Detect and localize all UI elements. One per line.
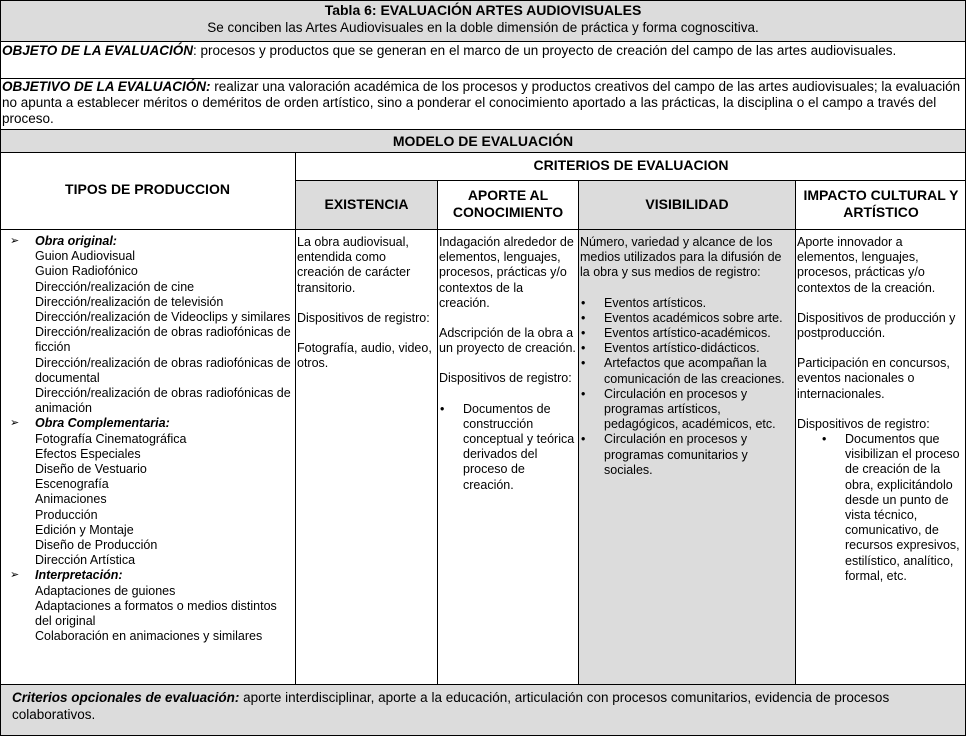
tipo-text: Fotografía Cinematográfica — [35, 431, 187, 446]
title-block — [0, 0, 966, 41]
tipo-text: Dirección/realización de Videoclips y similares — [35, 310, 291, 325]
visibilidad-p1: Número, variedad y alcance de los medios utilizados para la difusión de la obra y sus medios de registro: — [580, 235, 782, 280]
aporte-item: • Documentos de construcción conceptual y teórica derivados del proceso de creación. — [439, 402, 577, 493]
objetivo-row — [0, 78, 966, 129]
tipo-text: Diseño de Producción — [35, 538, 158, 553]
table-title: Tabla 6: EVALUACIÓN ARTES AUDIOVISUALES — [324, 2, 642, 18]
tipo-item — [0, 629, 295, 644]
visibilidad-item: • Eventos académicos sobre arte. — [580, 311, 794, 326]
tipos-header: TIPOS DE PRODUCCION — [65, 181, 230, 197]
col-header-impacto-label: IMPACTO CULTURAL Y ARTÍSTICO — [803, 187, 959, 220]
tipos-cell — [0, 229, 295, 684]
tipo-category — [0, 234, 295, 249]
tipo-item — [0, 386, 295, 416]
tipo-item — [0, 538, 295, 553]
col-header-aporte-label: APORTE AL CONOCIMIENTO — [452, 187, 564, 220]
table-subtitle: Se conciben las Artes Audiovisuales en la doble dimensión de práctica y forma cognoscitiva. — [207, 20, 759, 35]
tipo-text: Edición y Montaje — [35, 522, 134, 537]
footer-text: aporte interdisciplinar, aporte a la educación, articulación con procesos comunitarios, evidencia de procesos colaborativos. — [12, 690, 890, 722]
impacto-item: • Documentos que visibilizan el proceso de creación de la obra, explicitándolo desde un punto de vista técnico, comunicativo, de recursos expresivos, estilístico, analítico, formal, etc. — [797, 432, 965, 584]
col-header-existencia: EXISTENCIA — [295, 180, 437, 229]
tipo-text: Animaciones — [35, 492, 107, 507]
tipo-text: Dirección/realización de obras radiofónicas de animación — [35, 386, 291, 416]
aporte-list — [439, 402, 577, 493]
visibilidad-item: • Eventos artístico-académicos. — [580, 326, 794, 341]
objetivo-label: OBJETIVO DE LA EVALUACIÓN: — [2, 79, 211, 94]
tipo-text: Diseño de Vestuario — [35, 462, 147, 477]
tipo-text: Escenografía — [35, 477, 109, 492]
tipo-item — [0, 280, 295, 295]
existencia-p1: La obra audiovisual, entendida como creación de carácter transitorio. — [297, 235, 411, 295]
tipo-text: Colaboración en animaciones y similares — [35, 629, 263, 644]
tipo-text: Obra original: — [35, 234, 117, 248]
tipo-item — [0, 584, 295, 599]
tipo-text: Adaptaciones de guiones — [35, 583, 176, 598]
impacto-p4: Dispositivos de registro: — [797, 416, 930, 431]
footer-row — [0, 684, 966, 736]
objetivo-text: realizar una valoración académica de los procesos y productos creativos del campo de las artes audiovisuales; la evaluación no apunta a establecer méritos o deméritos de orden artístico, sino a ponderar el conocimiento aportado a las prácticas, la disciplina o el campo a través del proceso. — [2, 79, 961, 126]
visibilidad-item: • Artefactos que acompañan la comunicación de las creaciones. — [580, 356, 794, 386]
tipo-text: Producción — [35, 507, 98, 522]
tipo-item — [0, 249, 295, 264]
tipo-item — [0, 477, 295, 492]
visibilidad-cell — [578, 229, 795, 684]
impacto-list — [797, 432, 965, 584]
tipo-text: Efectos Especiales — [35, 446, 141, 461]
visibilidad-item: • Eventos artístico-didácticos. — [580, 341, 794, 356]
tipo-item — [0, 325, 295, 355]
tipo-item — [0, 523, 295, 538]
tipos-list — [0, 234, 295, 644]
tipo-text: Guion Audiovisual — [35, 249, 136, 264]
tipo-item — [0, 462, 295, 477]
visibilidad-item: • Eventos artísticos. — [580, 296, 794, 311]
objeto-row — [0, 41, 966, 78]
tipo-text: Dirección/realización de televisión — [35, 294, 224, 309]
tipo-item — [0, 599, 295, 629]
existencia-cell — [295, 229, 437, 684]
footer-label: Criterios opcionales de evaluación: — [12, 690, 240, 705]
tipo-item — [0, 264, 295, 279]
aporte-p1: Indagación alrededor de elementos, lenguajes, procesos, prácticas y/o contextos de la creación. — [439, 235, 574, 310]
arrow-bullet-icon: ➢ — [10, 417, 20, 430]
modelo-header: MODELO DE EVALUACIÓN — [0, 129, 966, 152]
impacto-p1: Aporte innovador a elementos, lenguajes, procesos, prácticas y/o contextos de la creación. — [797, 235, 936, 295]
visibilidad-item: • Circulación en procesos y programas artísticos, pedagógicos, académicos, etc. — [580, 387, 794, 433]
tipo-item — [0, 310, 295, 325]
tipo-text: Dirección/realización de obras radiofónicas de ficción — [35, 325, 291, 355]
aporte-cell — [437, 229, 578, 684]
impacto-cell — [795, 229, 966, 684]
objeto-label: OBJETO DE LA EVALUACIÓN — [2, 43, 194, 58]
tipo-text: Interpretación: — [35, 568, 123, 583]
col-header-impacto — [795, 180, 966, 229]
tipo-item — [0, 553, 295, 568]
tipo-category — [0, 568, 295, 583]
tipo-text: Adaptaciones a formatos o medios distintos del original — [35, 598, 277, 629]
visibilidad-list — [580, 296, 794, 478]
arrow-bullet-icon: ➢ — [10, 235, 20, 247]
tipo-text: Dirección Artística — [35, 553, 136, 568]
col-header-visibilidad: VISIBILIDAD — [578, 180, 795, 229]
tipo-text: Dirección/realización de cine — [35, 279, 195, 294]
tipos-header-cell — [0, 152, 295, 229]
tipo-item — [0, 356, 295, 386]
aporte-p3: Dispositivos de registro: — [439, 371, 572, 386]
tipo-item — [0, 508, 295, 523]
existencia-p2: Dispositivos de registro: — [297, 310, 430, 325]
visibilidad-item: • Circulación en procesos y programas comunitarios y sociales. — [580, 432, 794, 478]
aporte-p2: Adscripción de la obra a un proyecto de creación. — [439, 326, 576, 356]
existencia-p3: Fotografía, audio, video, otros. — [297, 341, 432, 371]
tipo-text: Guion Radiofónico — [35, 264, 138, 279]
arrow-bullet-icon: ➢ — [10, 569, 20, 582]
tipo-item — [0, 295, 295, 310]
impacto-p2: Dispositivos de producción y postproducción. — [797, 310, 956, 341]
impacto-p3: Participación en concursos, eventos nacionales o internacionales. — [797, 356, 950, 401]
objeto-text: : procesos y productos que se generan en el marco de un proyecto de creación del campo de las artes audiovisuales. — [193, 43, 897, 58]
tipo-item — [0, 492, 295, 507]
col-header-aporte — [437, 180, 578, 229]
tipo-item — [0, 447, 295, 462]
tipo-item — [0, 432, 295, 447]
tipo-text: Obra Complementaria: — [35, 416, 170, 431]
tipo-text: Dirección/realización de obras radiofónicas de documental — [35, 355, 291, 385]
criterios-header: CRITERIOS DE EVALUACION — [295, 152, 966, 180]
tipo-category — [0, 416, 295, 431]
